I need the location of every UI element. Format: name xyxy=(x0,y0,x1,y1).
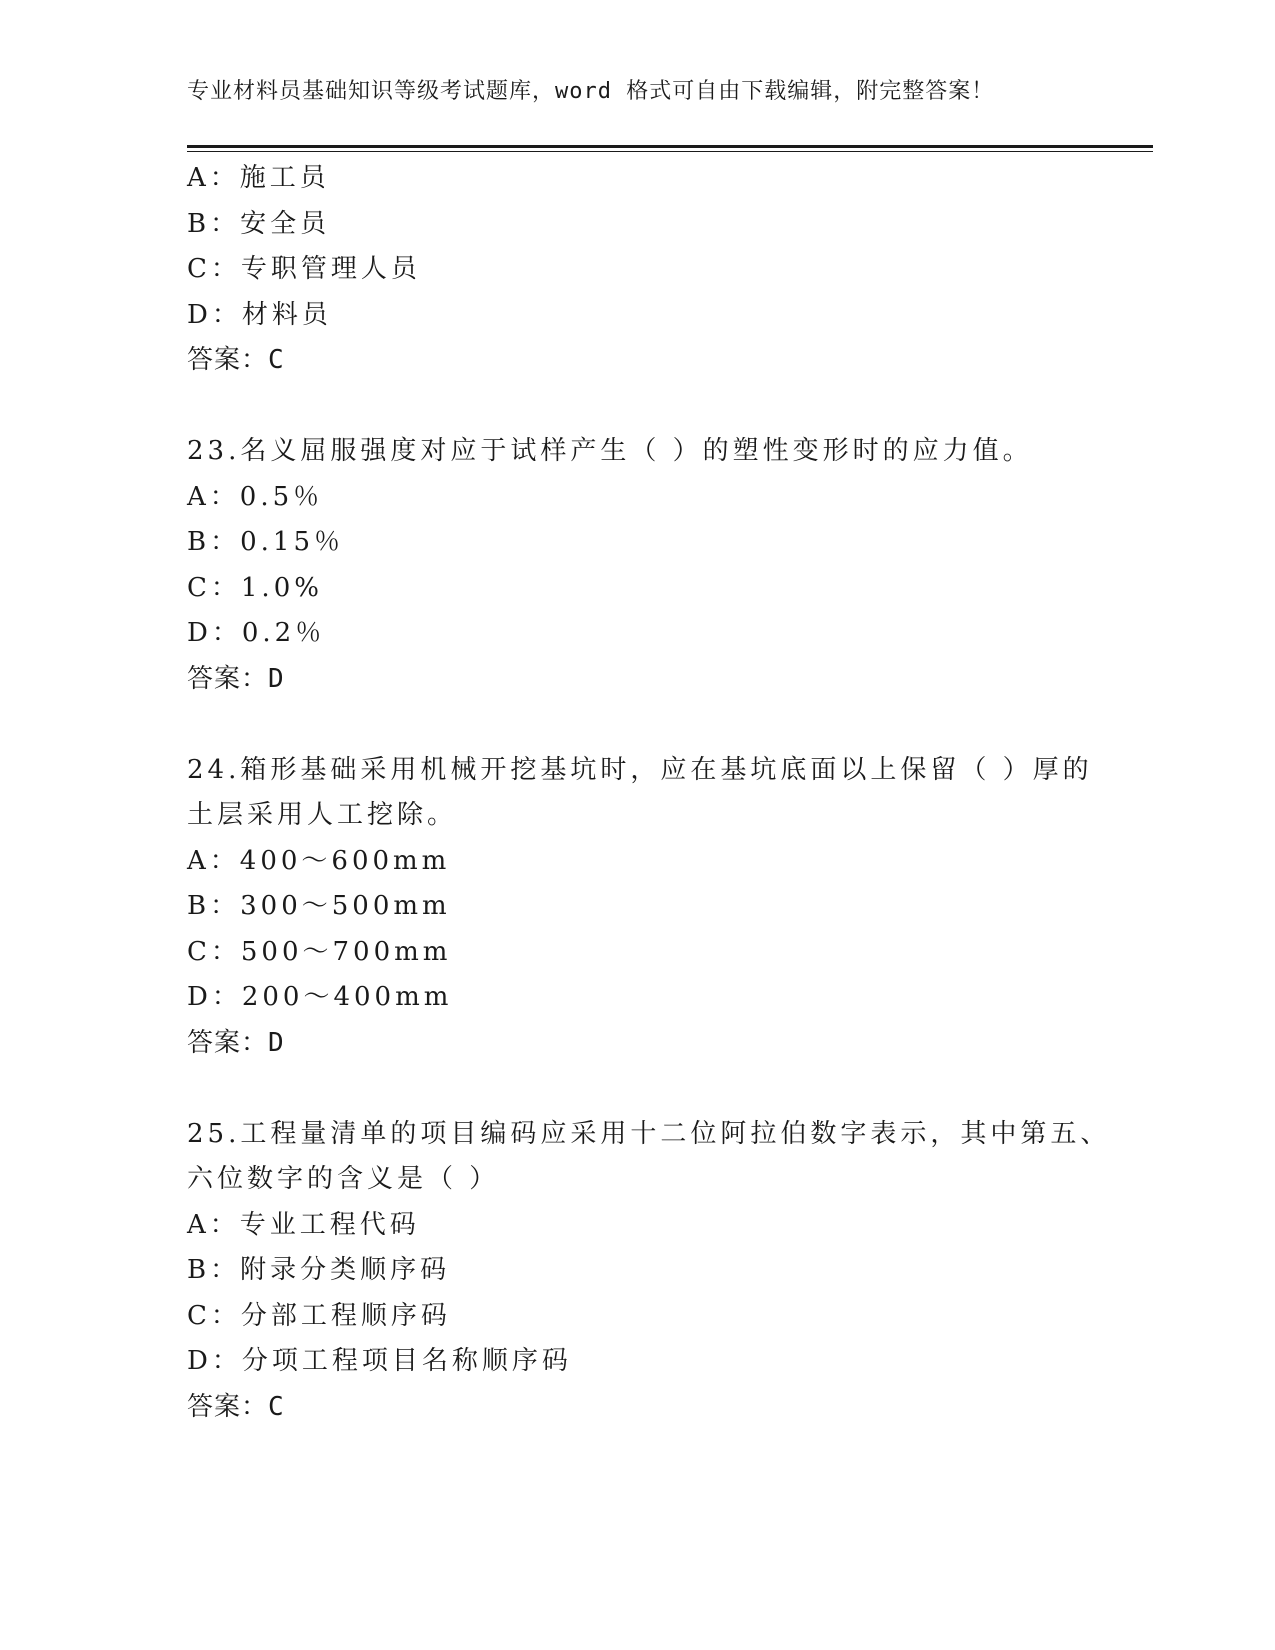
option-d: D：分项工程项目名称顺序码 xyxy=(187,1346,572,1376)
question-25 xyxy=(187,1112,1111,1431)
spacer xyxy=(187,1066,1087,1112)
option-d: D：0.2％ xyxy=(187,618,326,648)
option-b: B：安全员 xyxy=(187,208,331,239)
option-c: C：分部工程顺序码 xyxy=(187,1300,451,1331)
option-c: C：1.0% xyxy=(187,572,323,603)
option-b: B：300～500mm xyxy=(187,891,451,921)
answer: 答案：D xyxy=(187,663,285,694)
question-24 xyxy=(187,748,1093,1067)
option-c: C：专职管理人员 xyxy=(187,254,421,284)
option-b: B：附录分类顺序码 xyxy=(187,1255,451,1285)
question-23 xyxy=(187,429,1087,702)
option-b: B：0.15％ xyxy=(187,527,344,557)
option-a: A：400～600mm xyxy=(187,845,451,876)
spacer xyxy=(187,384,1087,430)
option-c: C：500～700mm xyxy=(187,936,452,967)
question-stem: 25.工程量清单的项目编码应采用十二位阿拉伯数字表示，其中第五、 xyxy=(187,1118,1111,1149)
answer: 答案：C xyxy=(187,345,285,375)
question-stem: 24.箱形基础采用机械开挖基坑时，应在基坑底面以上保留（ ）厚的 xyxy=(187,754,1093,785)
header-rule-thick xyxy=(187,145,1153,148)
option-a: A：施工员 xyxy=(187,163,330,193)
option-d: D：材料员 xyxy=(187,299,332,330)
option-a: A：专业工程代码 xyxy=(187,1209,420,1240)
question-stem-continued: 六位数字的含义是（ ） xyxy=(187,1164,500,1194)
header-rule-thin xyxy=(187,151,1153,152)
question-list xyxy=(187,156,1111,1430)
spacer xyxy=(187,702,1087,748)
question-stem: 23.名义屈服强度对应于试样产生（ ）的塑性变形时的应力值。 xyxy=(187,436,1033,466)
option-d: D：200～400mm xyxy=(187,982,453,1012)
option-a: A：0.5％ xyxy=(187,481,324,512)
answer: 答案：C xyxy=(187,1391,285,1422)
answer: 答案：D xyxy=(187,1027,285,1058)
question-22 xyxy=(187,156,1087,384)
question-stem-continued: 土层采用人工挖除。 xyxy=(187,800,458,830)
page-header: 专业材料员基础知识等级考试题库，word 格式可自由下载编辑，附完整答案！ xyxy=(187,79,995,104)
